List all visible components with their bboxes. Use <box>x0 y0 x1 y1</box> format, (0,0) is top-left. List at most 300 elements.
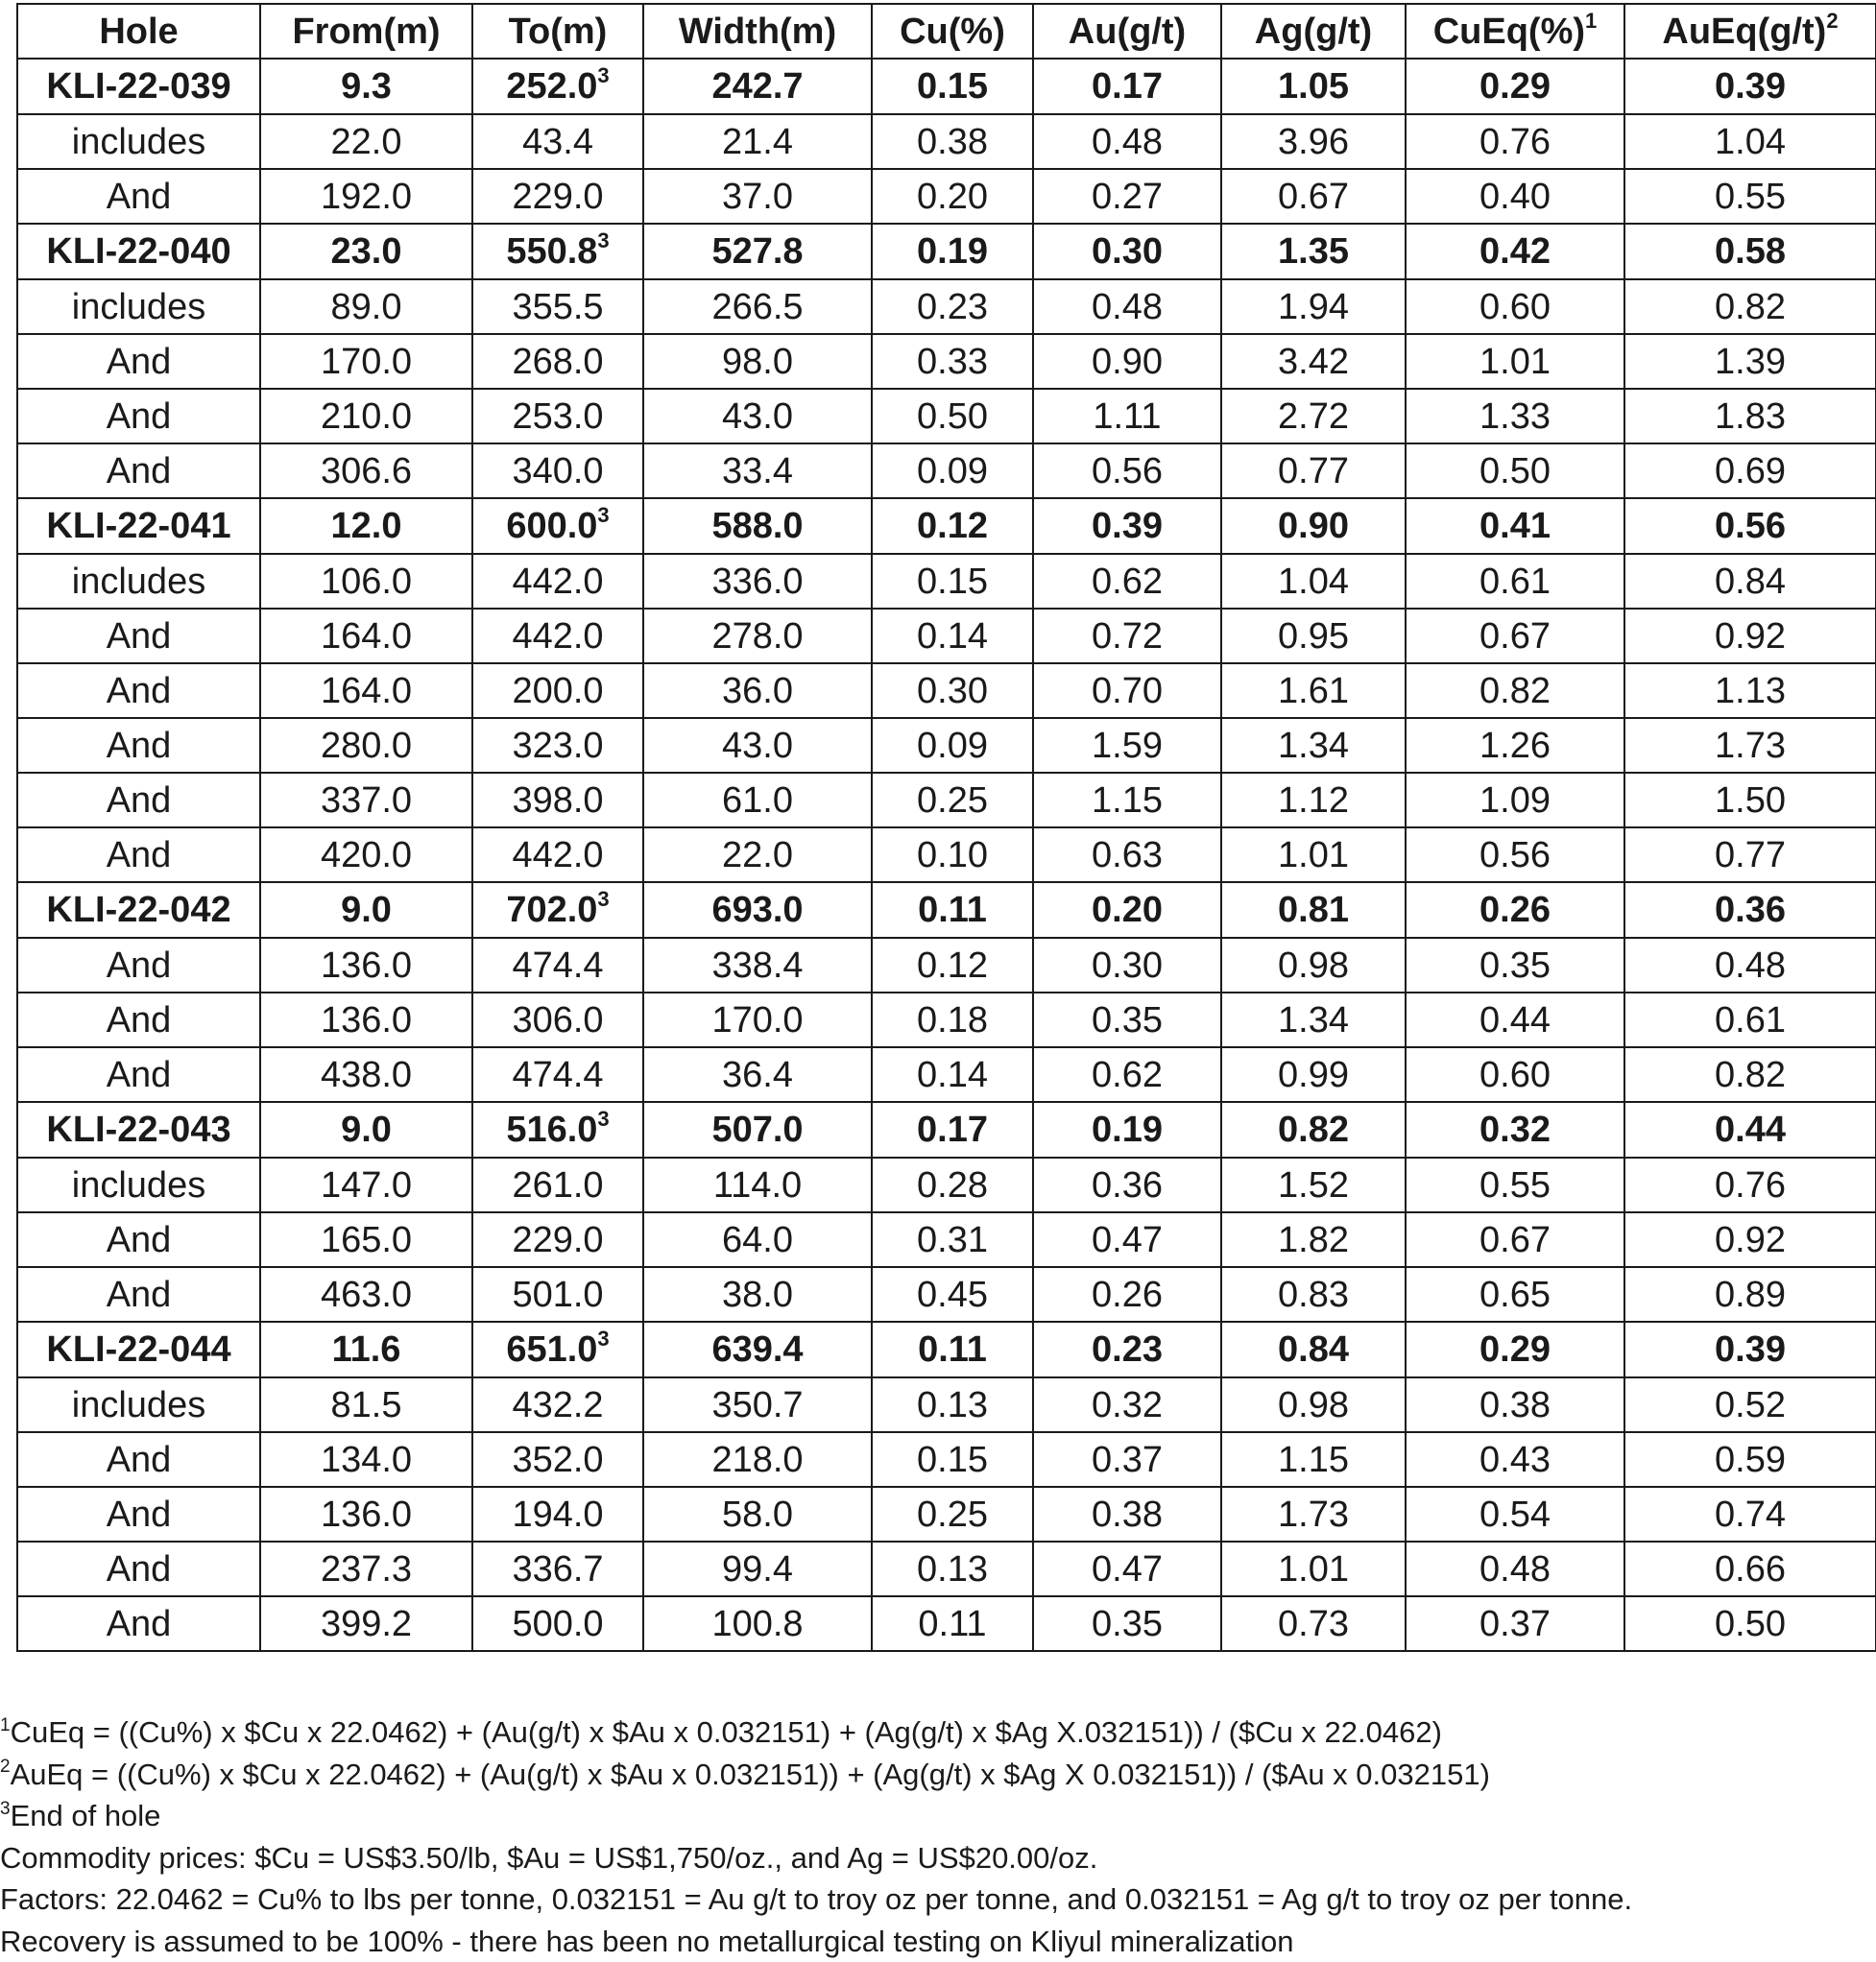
interval-row <box>17 279 1876 334</box>
cu-cell-value: 0.11 <box>918 1329 987 1370</box>
from-cell-value: 9.0 <box>341 1110 392 1150</box>
ag-cell <box>1221 1596 1406 1651</box>
width-cell-value: 61.0 <box>722 780 793 821</box>
to-cell-value: 323.0 <box>512 726 603 766</box>
assay-results-table-container <box>16 3 1875 1652</box>
footnote-text: Factors: 22.0462 = Cu% to lbs per tonne, 0.032151 = Au g/t to troy oz per tonne, and 0.032151 = Ag g/t to troy oz per tonne. <box>0 1882 1632 1916</box>
hole-cell-value: And <box>107 1220 172 1260</box>
cu-cell-value: 0.15 <box>917 1440 988 1480</box>
ag-cell-value: 1.12 <box>1278 780 1349 821</box>
aueq-cell-value: 0.77 <box>1715 835 1786 875</box>
cueq-cell-value: 0.38 <box>1479 1385 1551 1425</box>
interval-row <box>17 389 1876 443</box>
ag-cell <box>1221 498 1406 554</box>
cu-cell-value: 0.14 <box>917 616 988 657</box>
ag-cell <box>1221 1102 1406 1158</box>
cueq-cell <box>1406 224 1624 279</box>
cueq-cell <box>1406 1212 1624 1267</box>
ag-cell-value: 0.98 <box>1278 1385 1349 1425</box>
au-cell <box>1033 279 1221 334</box>
hole-cell-value: And <box>107 177 172 217</box>
to-cell <box>472 609 643 663</box>
au-cell <box>1033 1542 1221 1596</box>
width-cell <box>643 1047 872 1102</box>
aueq-cell-value: 0.59 <box>1715 1440 1786 1480</box>
cueq-cell <box>1406 1432 1624 1487</box>
hole-cell <box>17 1487 260 1542</box>
to-cell-value: 261.0 <box>512 1165 603 1206</box>
aueq-cell-value: 1.04 <box>1715 122 1786 162</box>
footnote-line <box>0 1795 1872 1837</box>
au-cell <box>1033 169 1221 224</box>
width-cell <box>643 663 872 718</box>
from-cell <box>260 718 472 773</box>
from-cell <box>260 882 472 938</box>
hole-cell-value: KLI-22-043 <box>46 1110 230 1150</box>
aueq-cell-value: 0.50 <box>1715 1604 1786 1644</box>
width-cell-value: 37.0 <box>722 177 793 217</box>
interval-row <box>17 443 1876 498</box>
from-cell <box>260 224 472 279</box>
interval-row <box>17 1267 1876 1322</box>
hole-cell <box>17 1432 260 1487</box>
column-header-label: Hole <box>99 12 178 52</box>
hole-cell <box>17 554 260 609</box>
to-cell <box>472 663 643 718</box>
ag-cell <box>1221 554 1406 609</box>
ag-cell <box>1221 1212 1406 1267</box>
interval-row <box>17 1432 1876 1487</box>
from-cell-value: 136.0 <box>321 1000 412 1041</box>
aueq-cell-value: 0.36 <box>1715 890 1786 930</box>
to-cell-value: 442.0 <box>512 835 603 875</box>
hole-cell <box>17 993 260 1047</box>
to-cell <box>472 1596 643 1651</box>
width-cell <box>643 882 872 938</box>
au-cell <box>1033 882 1221 938</box>
hole-cell-value: includes <box>72 1385 205 1425</box>
aueq-cell-value: 0.44 <box>1715 1110 1786 1150</box>
ag-cell <box>1221 827 1406 882</box>
from-cell-value: 438.0 <box>321 1055 412 1095</box>
au-cell-value: 0.63 <box>1092 835 1163 875</box>
cu-cell <box>872 993 1033 1047</box>
from-cell-value: 399.2 <box>321 1604 412 1644</box>
from-cell <box>260 993 472 1047</box>
to-cell-value: 355.5 <box>512 287 603 327</box>
cu-cell <box>872 1212 1033 1267</box>
width-cell-value: 639.4 <box>711 1329 803 1370</box>
table-body <box>17 59 1876 1651</box>
au-cell <box>1033 1158 1221 1212</box>
from-cell-value: 81.5 <box>331 1385 402 1425</box>
cueq-cell-value: 0.55 <box>1479 1165 1551 1206</box>
ag-cell <box>1221 882 1406 938</box>
width-cell-value: 36.0 <box>722 671 793 711</box>
ag-cell-value: 1.01 <box>1278 835 1349 875</box>
from-cell-value: 280.0 <box>321 726 412 766</box>
to-cell-value: 229.0 <box>512 1220 603 1260</box>
cueq-cell <box>1406 334 1624 389</box>
au-cell-value: 0.39 <box>1092 506 1163 546</box>
table-header-row <box>17 4 1876 59</box>
au-cell-value: 0.62 <box>1092 562 1163 602</box>
footnote-line <box>0 1711 1872 1754</box>
cu-cell <box>872 1377 1033 1432</box>
cueq-cell <box>1406 1596 1624 1651</box>
au-cell <box>1033 389 1221 443</box>
column-header-label: To(m) <box>509 12 608 52</box>
hole-cell <box>17 443 260 498</box>
to-cell <box>472 1432 643 1487</box>
from-cell-value: 337.0 <box>321 780 412 821</box>
aueq-cell-value: 0.74 <box>1715 1495 1786 1535</box>
aueq-cell-value: 1.73 <box>1715 726 1786 766</box>
from-cell-value: 237.3 <box>321 1549 412 1590</box>
cueq-cell <box>1406 554 1624 609</box>
au-cell-value: 0.27 <box>1092 177 1163 217</box>
from-cell <box>260 663 472 718</box>
aueq-cell <box>1624 718 1876 773</box>
ag-cell-value: 0.81 <box>1278 890 1349 930</box>
ag-cell <box>1221 334 1406 389</box>
ag-cell <box>1221 773 1406 827</box>
to-cell-value: 306.0 <box>512 1000 603 1041</box>
to-cell <box>472 938 643 993</box>
aueq-cell <box>1624 1596 1876 1651</box>
cueq-cell <box>1406 663 1624 718</box>
cueq-cell-value: 0.26 <box>1479 890 1551 930</box>
ag-cell-value: 1.01 <box>1278 1549 1349 1590</box>
ag-cell <box>1221 224 1406 279</box>
from-cell <box>260 1322 472 1377</box>
footnote-marker: 3 <box>597 1107 609 1131</box>
width-cell-value: 693.0 <box>711 890 803 930</box>
width-cell <box>643 1596 872 1651</box>
from-cell-value: 164.0 <box>321 616 412 657</box>
au-cell-value: 0.35 <box>1092 1000 1163 1041</box>
cueq-cell-value: 0.35 <box>1479 945 1551 986</box>
hole-cell-value: And <box>107 1549 172 1590</box>
to-cell <box>472 1158 643 1212</box>
ag-cell <box>1221 1542 1406 1596</box>
hole-summary-row <box>17 1322 1876 1377</box>
hole-cell <box>17 882 260 938</box>
cu-cell-value: 0.11 <box>918 1604 986 1644</box>
aueq-cell-value: 0.89 <box>1715 1275 1786 1315</box>
to-cell <box>472 59 643 114</box>
hole-cell <box>17 1158 260 1212</box>
width-cell <box>643 114 872 169</box>
from-cell <box>260 1047 472 1102</box>
ag-cell-value: 1.82 <box>1278 1220 1349 1260</box>
interval-row <box>17 334 1876 389</box>
from-cell <box>260 334 472 389</box>
aueq-cell-value: 1.83 <box>1715 396 1786 437</box>
ag-cell-value: 1.04 <box>1278 562 1349 602</box>
width-cell <box>643 938 872 993</box>
au-cell-value: 0.30 <box>1092 945 1163 986</box>
from-cell <box>260 1158 472 1212</box>
ag-cell <box>1221 938 1406 993</box>
cueq-cell <box>1406 609 1624 663</box>
au-cell <box>1033 773 1221 827</box>
ag-cell <box>1221 279 1406 334</box>
hole-cell-value: And <box>107 451 172 491</box>
ag-cell-value: 0.90 <box>1278 506 1349 546</box>
cu-cell <box>872 224 1033 279</box>
aueq-cell-value: 0.61 <box>1715 1000 1786 1041</box>
cueq-cell-value: 0.76 <box>1479 122 1551 162</box>
column-header <box>260 4 472 59</box>
cu-cell <box>872 1047 1033 1102</box>
cueq-cell <box>1406 1322 1624 1377</box>
aueq-cell-value: 1.39 <box>1715 342 1786 382</box>
cu-cell <box>872 938 1033 993</box>
column-header-label: Au(g/t) <box>1069 12 1186 52</box>
hole-cell <box>17 498 260 554</box>
ag-cell-value: 0.83 <box>1278 1275 1349 1315</box>
from-cell <box>260 498 472 554</box>
width-cell-value: 58.0 <box>722 1495 793 1535</box>
au-cell <box>1033 1596 1221 1651</box>
width-cell-value: 43.0 <box>722 726 793 766</box>
interval-row <box>17 718 1876 773</box>
aueq-cell <box>1624 1432 1876 1487</box>
width-cell-value: 218.0 <box>711 1440 803 1480</box>
to-cell <box>472 224 643 279</box>
au-cell <box>1033 1267 1221 1322</box>
au-cell <box>1033 718 1221 773</box>
width-cell-value: 43.0 <box>722 396 793 437</box>
au-cell-value: 0.35 <box>1092 1604 1163 1644</box>
to-cell <box>472 169 643 224</box>
cueq-cell <box>1406 59 1624 114</box>
footnote-line <box>0 1754 1872 1796</box>
cueq-cell-value: 0.32 <box>1479 1110 1551 1150</box>
to-cell <box>472 1542 643 1596</box>
aueq-cell <box>1624 1212 1876 1267</box>
width-cell-value: 527.8 <box>711 231 803 272</box>
aueq-cell <box>1624 882 1876 938</box>
footnote-number: 1 <box>0 1715 11 1735</box>
cueq-cell-value: 0.29 <box>1479 1329 1551 1370</box>
cu-cell-value: 0.31 <box>917 1220 988 1260</box>
column-header <box>1033 4 1221 59</box>
column-header <box>872 4 1033 59</box>
cueq-cell-value: 0.50 <box>1479 451 1551 491</box>
cu-cell-value: 0.10 <box>917 835 988 875</box>
au-cell <box>1033 938 1221 993</box>
aueq-cell-value: 0.39 <box>1715 66 1786 107</box>
interval-row <box>17 1212 1876 1267</box>
footnote-marker: 3 <box>597 1327 609 1351</box>
width-cell-value: 33.4 <box>722 451 793 491</box>
hole-cell-value: And <box>107 1055 172 1095</box>
hole-summary-row <box>17 59 1876 114</box>
to-cell-value: 474.4 <box>512 945 603 986</box>
hole-cell <box>17 1596 260 1651</box>
interval-row <box>17 1047 1876 1102</box>
width-cell <box>643 1212 872 1267</box>
ag-cell <box>1221 1322 1406 1377</box>
hole-cell-value: KLI-22-044 <box>46 1329 230 1370</box>
hole-cell-value: And <box>107 1604 172 1644</box>
ag-cell-value: 2.72 <box>1278 396 1349 437</box>
from-cell-value: 306.6 <box>321 451 412 491</box>
hole-summary-row <box>17 224 1876 279</box>
hole-cell-value: And <box>107 1275 172 1315</box>
aueq-cell <box>1624 59 1876 114</box>
to-cell-value: 474.4 <box>512 1055 603 1095</box>
interval-row <box>17 938 1876 993</box>
au-cell-value: 0.23 <box>1092 1329 1163 1370</box>
cueq-cell <box>1406 1102 1624 1158</box>
ag-cell <box>1221 1377 1406 1432</box>
ag-cell-value: 1.05 <box>1278 66 1349 107</box>
cueq-cell <box>1406 1487 1624 1542</box>
from-cell <box>260 609 472 663</box>
cu-cell-value: 0.25 <box>917 1495 988 1535</box>
aueq-cell <box>1624 334 1876 389</box>
cueq-cell-value: 0.40 <box>1479 177 1551 217</box>
hole-cell-value: includes <box>72 562 205 602</box>
to-cell-value: 432.2 <box>512 1385 603 1425</box>
width-cell-value: 336.0 <box>711 562 803 602</box>
cu-cell-value: 0.18 <box>917 1000 988 1041</box>
interval-row <box>17 993 1876 1047</box>
hole-cell <box>17 827 260 882</box>
cueq-cell <box>1406 389 1624 443</box>
ag-cell-value: 3.42 <box>1278 342 1349 382</box>
to-cell <box>472 1267 643 1322</box>
interval-row <box>17 1542 1876 1596</box>
au-cell-value: 0.37 <box>1092 1440 1163 1480</box>
au-cell <box>1033 827 1221 882</box>
aueq-cell <box>1624 1322 1876 1377</box>
aueq-cell <box>1624 609 1876 663</box>
width-cell <box>643 59 872 114</box>
to-cell-value: 340.0 <box>512 451 603 491</box>
cueq-cell-value: 0.61 <box>1479 562 1551 602</box>
au-cell <box>1033 1377 1221 1432</box>
cu-cell-value: 0.13 <box>917 1385 988 1425</box>
cu-cell-value: 0.13 <box>917 1549 988 1590</box>
footnote-number: 2 <box>0 1757 11 1777</box>
ag-cell-value: 0.84 <box>1278 1329 1349 1370</box>
to-cell-value: 501.0 <box>512 1275 603 1315</box>
hole-cell-value: includes <box>72 122 205 162</box>
cu-cell <box>872 1267 1033 1322</box>
au-cell-value: 0.72 <box>1092 616 1163 657</box>
from-cell <box>260 1102 472 1158</box>
column-header <box>17 4 260 59</box>
column-header <box>472 4 643 59</box>
to-cell-value: 252.0 <box>506 66 597 107</box>
cu-cell <box>872 1487 1033 1542</box>
assay-results-table <box>16 3 1876 1652</box>
aueq-cell-value: 1.50 <box>1715 780 1786 821</box>
from-cell-value: 11.6 <box>332 1329 401 1370</box>
cueq-cell <box>1406 1542 1624 1596</box>
hole-cell-value: KLI-22-039 <box>46 66 230 107</box>
to-cell-value: 442.0 <box>512 562 603 602</box>
cueq-cell-value: 0.42 <box>1479 231 1551 272</box>
width-cell-value: 22.0 <box>722 835 793 875</box>
from-cell <box>260 389 472 443</box>
from-cell <box>260 1377 472 1432</box>
hole-cell <box>17 609 260 663</box>
cu-cell-value: 0.19 <box>917 231 988 272</box>
aueq-cell-value: 0.69 <box>1715 451 1786 491</box>
footnote-number: 3 <box>0 1799 11 1819</box>
au-cell-value: 0.26 <box>1092 1275 1163 1315</box>
width-cell <box>643 718 872 773</box>
aueq-cell-value: 0.82 <box>1715 287 1786 327</box>
aueq-cell <box>1624 224 1876 279</box>
width-cell-value: 38.0 <box>722 1275 793 1315</box>
width-cell-value: 242.7 <box>711 66 803 107</box>
au-cell-value: 0.36 <box>1092 1165 1163 1206</box>
interval-row <box>17 773 1876 827</box>
interval-row <box>17 169 1876 224</box>
hole-cell <box>17 334 260 389</box>
hole-cell-value: includes <box>72 287 205 327</box>
from-cell-value: 22.0 <box>331 122 402 162</box>
to-cell-value: 500.0 <box>512 1604 603 1644</box>
hole-cell-value: And <box>107 726 172 766</box>
cu-cell-value: 0.09 <box>917 451 988 491</box>
cueq-cell-value: 0.43 <box>1479 1440 1551 1480</box>
to-cell-value: 600.0 <box>506 506 597 546</box>
cu-cell-value: 0.25 <box>917 780 988 821</box>
au-cell <box>1033 498 1221 554</box>
aueq-cell-value: 0.82 <box>1715 1055 1786 1095</box>
aueq-cell <box>1624 993 1876 1047</box>
from-cell <box>260 114 472 169</box>
from-cell-value: 420.0 <box>321 835 412 875</box>
cueq-cell <box>1406 1267 1624 1322</box>
width-cell <box>643 443 872 498</box>
aueq-cell <box>1624 1267 1876 1322</box>
hole-cell-value: KLI-22-040 <box>46 231 230 272</box>
ag-cell <box>1221 1158 1406 1212</box>
cueq-cell-value: 1.01 <box>1479 342 1551 382</box>
from-cell <box>260 1542 472 1596</box>
to-cell-value: 702.0 <box>506 890 597 930</box>
width-cell <box>643 1102 872 1158</box>
au-cell <box>1033 443 1221 498</box>
cu-cell <box>872 1542 1033 1596</box>
cueq-cell <box>1406 773 1624 827</box>
width-cell <box>643 773 872 827</box>
cu-cell-value: 0.20 <box>917 177 988 217</box>
footnote-line <box>0 1921 1872 1962</box>
aueq-cell-value: 0.52 <box>1715 1385 1786 1425</box>
hole-cell <box>17 773 260 827</box>
hole-cell-value: And <box>107 671 172 711</box>
cueq-cell <box>1406 993 1624 1047</box>
width-cell-value: 170.0 <box>711 1000 803 1041</box>
from-cell <box>260 59 472 114</box>
width-cell-value: 99.4 <box>722 1549 793 1590</box>
to-cell <box>472 1047 643 1102</box>
ag-cell <box>1221 718 1406 773</box>
width-cell-value: 64.0 <box>722 1220 793 1260</box>
to-cell-value: 398.0 <box>512 780 603 821</box>
footnote-text: CuEq = ((Cu%) x $Cu x 22.0462) + (Au(g/t) x $Au x 0.032151) + (Ag(g/t) x $Ag X.032151)) / ($Cu x 22.0462) <box>11 1715 1442 1749</box>
au-cell-value: 1.59 <box>1092 726 1163 766</box>
